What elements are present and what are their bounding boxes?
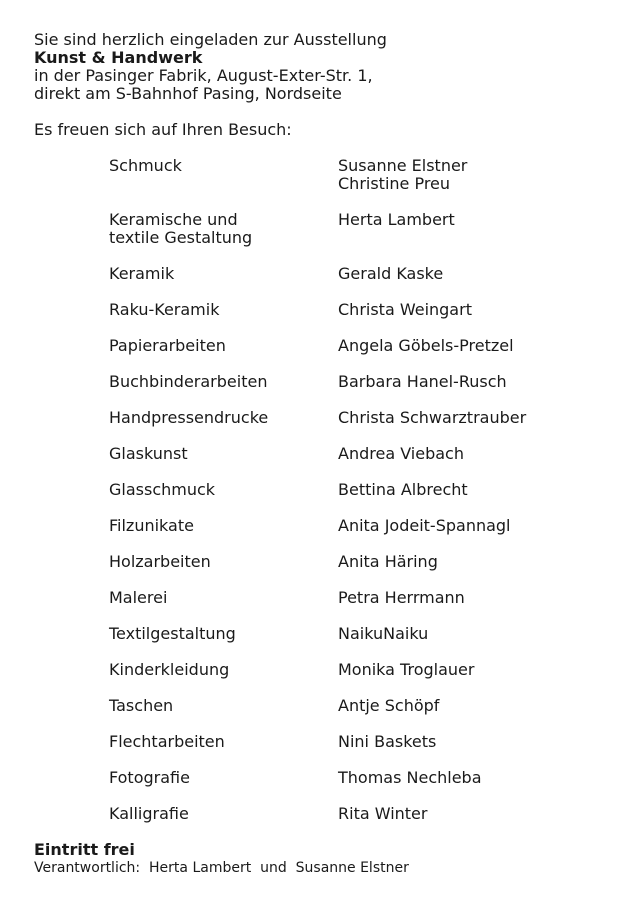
exhibitor-category xyxy=(109,445,329,463)
exhibitor-row xyxy=(0,157,641,211)
greeting-text: Es freuen sich auf Ihren Besuch: xyxy=(34,120,292,139)
exhibitor-names xyxy=(338,265,628,283)
invitation-block xyxy=(34,31,387,103)
exhibitor-names xyxy=(338,661,628,679)
exhibitor-name: Gerald Kaske xyxy=(338,264,444,283)
exhibitor-name: Angela Göbels-Pretzel xyxy=(338,336,514,355)
exhibitor-name: Bettina Albrecht xyxy=(338,480,468,499)
exhibitor-names xyxy=(338,337,628,355)
exhibitor-row xyxy=(0,373,641,409)
responsible-line: Verantwortlich: Herta Lambert und Susanne Elstner xyxy=(34,860,409,876)
exhibitor-category xyxy=(109,373,329,391)
exhibitor-names xyxy=(338,553,628,571)
exhibitor-name: Andrea Viebach xyxy=(338,444,464,463)
exhibitor-names xyxy=(338,373,628,391)
category-text: Handpressendrucke xyxy=(109,408,269,427)
exhibitor-row xyxy=(0,769,641,805)
exhibitor-row xyxy=(0,517,641,553)
exhibitor-row xyxy=(0,661,641,697)
category-text: Fotografie xyxy=(109,768,190,787)
exhibitor-row xyxy=(0,301,641,337)
category-text: Filzunikate xyxy=(109,516,194,535)
exhibitor-category xyxy=(109,157,329,175)
exhibitor-names xyxy=(338,301,628,319)
category-text: Kalligrafie xyxy=(109,804,189,823)
exhibitor-category xyxy=(109,733,329,751)
exhibitor-names xyxy=(338,589,628,607)
exhibitor-category xyxy=(109,661,329,679)
exhibitor-category xyxy=(109,517,329,535)
exhibitor-category xyxy=(109,769,329,787)
exhibitor-row xyxy=(0,481,641,517)
category-text: Kinderkleidung xyxy=(109,660,230,679)
exhibitor-row xyxy=(0,697,641,733)
exhibitor-row xyxy=(0,553,641,589)
exhibitor-category xyxy=(109,409,329,427)
exhibitor-name: Christa Weingart xyxy=(338,300,472,319)
exhibitor-names xyxy=(338,481,628,499)
exhibitor-category xyxy=(109,301,329,319)
location-line: direkt am S-Bahnhof Pasing, Nordseite xyxy=(34,84,342,103)
category-text: Keramische und xyxy=(109,210,238,229)
exhibitor-names xyxy=(338,157,628,193)
exhibitor-name: Monika Troglauer xyxy=(338,660,475,679)
exhibitor-row xyxy=(0,589,641,625)
exhibitor-name: Susanne Elstner xyxy=(338,156,468,175)
exhibitor-category xyxy=(109,697,329,715)
exhibitor-category xyxy=(109,625,329,643)
exhibitor-name: Nini Baskets xyxy=(338,732,437,751)
exhibitor-name: Barbara Hanel-Rusch xyxy=(338,372,507,391)
exhibitor-row xyxy=(0,409,641,445)
exhibitor-name: Antje Schöpf xyxy=(338,696,440,715)
exhibitor-row xyxy=(0,625,641,661)
exhibitor-name: NaikuNaiku xyxy=(338,624,429,643)
exhibitor-category xyxy=(109,481,329,499)
exhibitor-row xyxy=(0,733,641,769)
admission-free: Eintritt frei xyxy=(34,840,135,859)
category-text: Malerei xyxy=(109,588,168,607)
exhibitor-category xyxy=(109,337,329,355)
category-text: Raku-Keramik xyxy=(109,300,220,319)
category-text: Taschen xyxy=(109,696,174,715)
category-text: Holzarbeiten xyxy=(109,552,211,571)
exhibitor-name: Rita Winter xyxy=(338,804,428,823)
exhibitor-names xyxy=(338,517,628,535)
exhibitor-category xyxy=(109,265,329,283)
invitation-line: Sie sind herzlich eingeladen zur Ausstellung xyxy=(34,30,387,49)
category-text: Papierarbeiten xyxy=(109,336,226,355)
exhibition-title: Kunst & Handwerk xyxy=(34,48,203,67)
venue-line: in der Pasinger Fabrik, August-Exter-Str. 1, xyxy=(34,66,373,85)
exhibitor-name: Herta Lambert xyxy=(338,210,455,229)
exhibitor-row xyxy=(0,445,641,481)
exhibitor-name: Christine Preu xyxy=(338,174,451,193)
category-text: Keramik xyxy=(109,264,175,283)
exhibitor-names xyxy=(338,409,628,427)
exhibitor-category xyxy=(109,553,329,571)
exhibitor-name: Petra Herrmann xyxy=(338,588,465,607)
exhibitor-names xyxy=(338,805,628,823)
exhibitor-names xyxy=(338,625,628,643)
exhibitor-names xyxy=(338,445,628,463)
category-text: Flechtarbeiten xyxy=(109,732,225,751)
exhibitor-names xyxy=(338,733,628,751)
category-text: textile Gestaltung xyxy=(109,228,253,247)
exhibitor-category xyxy=(109,211,329,247)
category-text: Schmuck xyxy=(109,156,182,175)
category-text: Glasschmuck xyxy=(109,480,216,499)
exhibitor-names xyxy=(338,211,628,229)
exhibitor-name: Christa Schwarztrauber xyxy=(338,408,527,427)
exhibitor-names xyxy=(338,697,628,715)
exhibitor-row xyxy=(0,337,641,373)
exhibitor-list xyxy=(0,157,641,841)
exhibitor-name: Anita Jodeit-Spannagl xyxy=(338,516,511,535)
exhibitor-names xyxy=(338,769,628,787)
exhibitor-row xyxy=(0,805,641,841)
category-text: Buchbinderarbeiten xyxy=(109,372,268,391)
category-text: Glaskunst xyxy=(109,444,188,463)
exhibitor-category xyxy=(109,589,329,607)
exhibitor-name: Anita Häring xyxy=(338,552,438,571)
category-text: Textilgestaltung xyxy=(109,624,236,643)
exhibitor-row xyxy=(0,265,641,301)
exhibitor-name: Thomas Nechleba xyxy=(338,768,482,787)
exhibitor-category xyxy=(109,805,329,823)
exhibitor-row xyxy=(0,211,641,265)
